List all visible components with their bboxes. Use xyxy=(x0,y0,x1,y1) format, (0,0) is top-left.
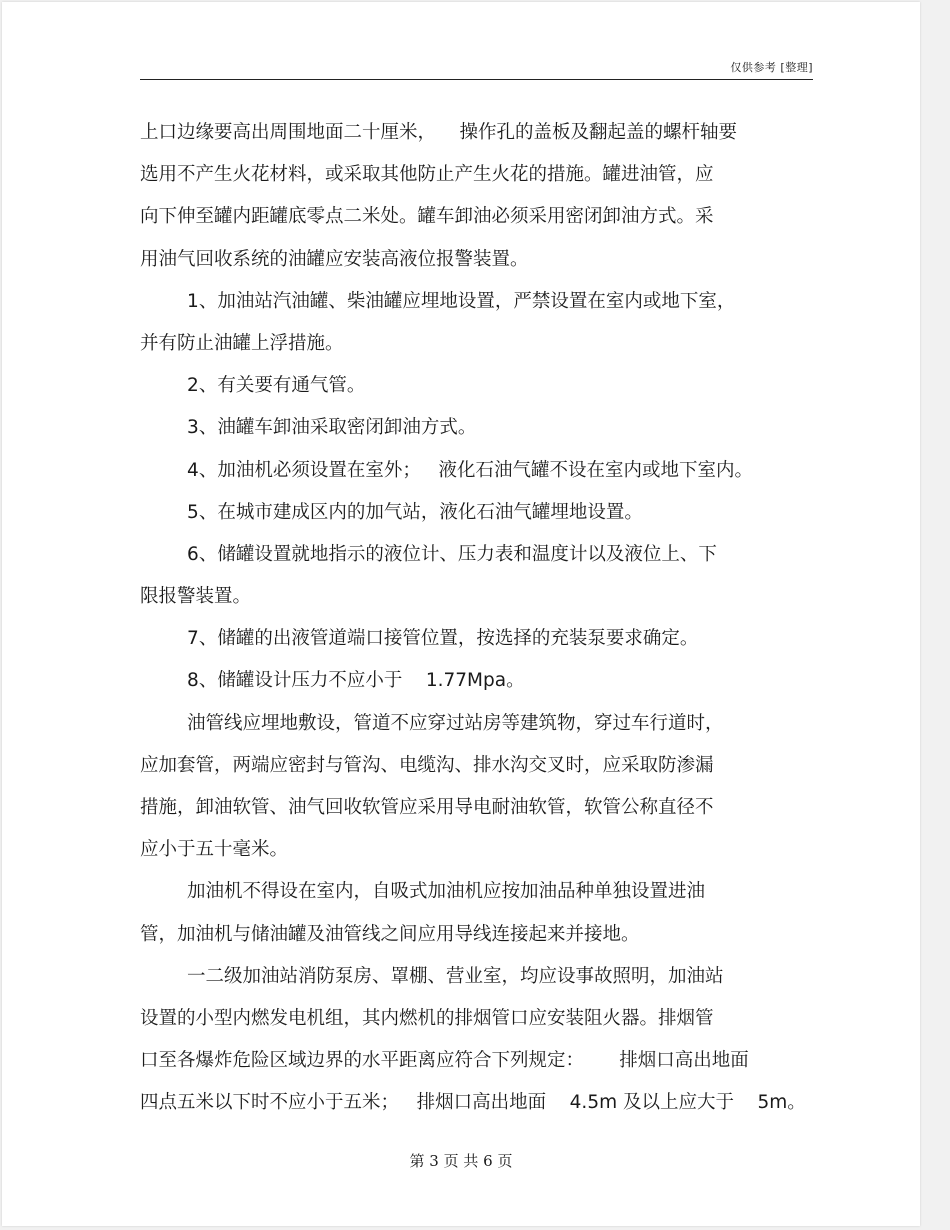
body-line: 一二级加油站消防泵房、罩棚、营业室，均应设事故照明，加油站 xyxy=(140,965,724,987)
body-line: 向下伸至罐内距罐底零点二米处。罐车卸油必须采用密闭卸油方式。采 xyxy=(140,206,714,228)
body-line: 4、加油机必须设置在室外； 液化石油气罐不设在室内或地下室内。 xyxy=(140,459,753,481)
body-line: 措施，卸油软管、油气回收软管应采用导电耐油软管，软管公称直径不 xyxy=(140,797,714,818)
body-line: 1、加油站汽油罐、柴油罐应埋地设置，严禁设置在室内或地下室， xyxy=(140,290,736,312)
body-line: 限报警装置。 xyxy=(140,586,252,608)
page-header xyxy=(140,57,813,80)
body-line: 2、有关要有通气管。 xyxy=(140,375,366,397)
body-line: 口至各爆炸危险区域边界的水平距离应符合下列规定： 排烟口高出地面 xyxy=(140,1050,749,1072)
body-line: 用油气回收系统的油罐应安装高液位报警装置。 xyxy=(140,248,529,270)
page-footer: 第 3 页 共 6 页 xyxy=(409,1152,513,1170)
body-line: 上口边缘要高出周围地面二十厘米， 操作孔的盖板及翻起盖的螺杆轴要 xyxy=(140,122,738,143)
body-line: 油管线应埋地敷设，管道不应穿过站房等建筑物，穿过车行道时， xyxy=(140,712,724,734)
body-line: 管，加油机与储油罐及油管线之间应用导线连接起来并接地。 xyxy=(140,923,640,945)
document-page xyxy=(2,2,920,1226)
body-line: 设置的小型内燃发电机组，其内燃机的排烟管口应安装阻火器。排烟管 xyxy=(140,1007,714,1029)
body-line: 3、油罐车卸油采取密闭卸油方式。 xyxy=(140,417,477,439)
document-body xyxy=(140,112,820,1125)
body-line: 应加套管，两端应密封与管沟、电缆沟、排水沟交叉时，应采取防渗漏 xyxy=(140,754,714,776)
body-line: 7、储罐的出液管道端口接管位置，按选择的充装泵要求确定。 xyxy=(140,628,699,650)
body-line: 选用不产生火花材料，或采取其他防止产生火花的措施。罐进油管，应 xyxy=(140,164,714,186)
header-note: 仅供参考 [整理] xyxy=(730,61,813,74)
body-line: 并有防止油罐上浮措施。 xyxy=(140,332,344,354)
body-line: 5、在城市建成区内的加气站，液化石油气罐埋地设置。 xyxy=(140,501,643,523)
body-line: 8、储罐设计压力不应小于 1.77Mpa。 xyxy=(140,670,525,692)
body-line: 四点五米以下时不应小于五米； 排烟口高出地面 4.5m 及以上应大于 5m。 xyxy=(140,1092,806,1114)
body-line: 6、储罐设置就地指示的液位计、压力表和温度计以及液位上、下 xyxy=(140,543,717,565)
body-line: 加油机不得设在室内，自吸式加油机应按加油品种单独设置进油 xyxy=(140,881,706,903)
body-line: 应小于五十毫米。 xyxy=(140,839,289,861)
